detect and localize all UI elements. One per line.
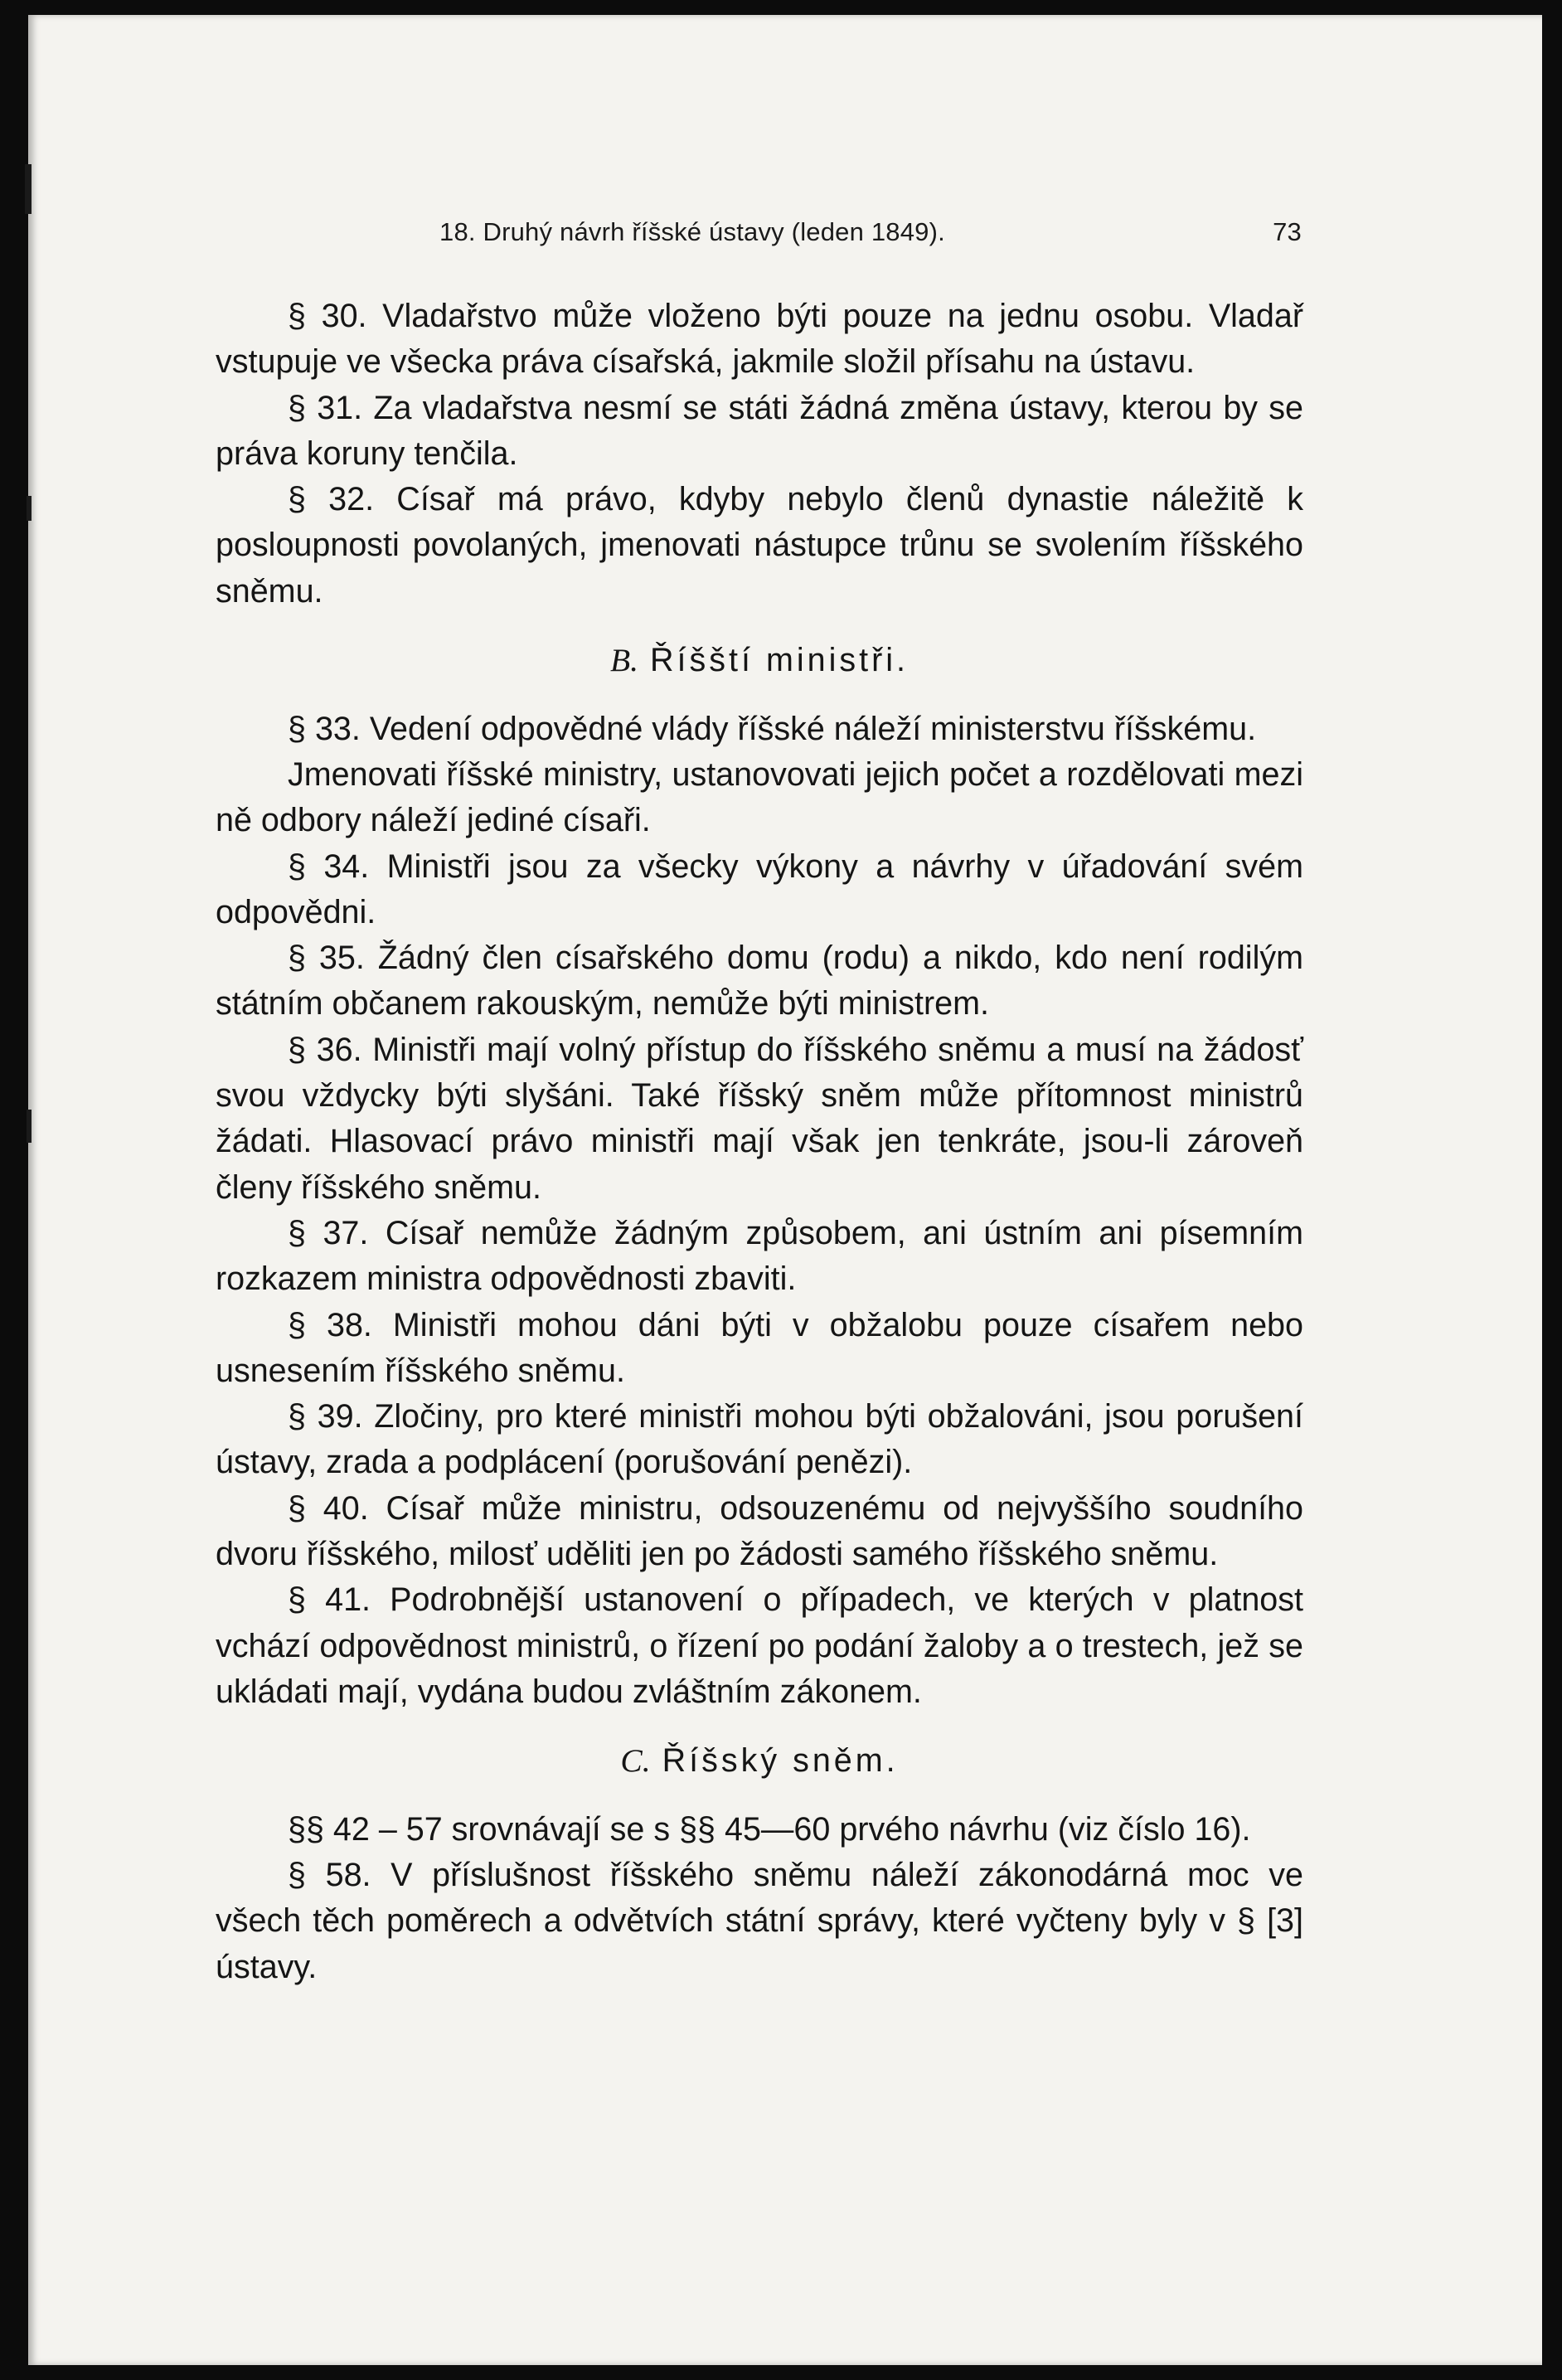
- paragraph-s41: § 41. Podrobnější ustanovení o případech, ve kterých v platnost vchází odpovědnost ministrů, o řízení po podání žaloby a o trestech, jež se ukládati mají, vydána budou zvláštním zákonem.: [216, 1581, 1303, 1710]
- section-heading-b: [216, 614, 1303, 707]
- chapter-title: 18. Druhý návrh říšské ústavy (leden 1849).: [439, 217, 945, 246]
- paragraph-s58: § 58. V příslušnost říšského sněmu náleží zákonodárná moc ve všech těch poměrech a odvětvích státní správy, které vyčteny byly v § [3] ústavy.: [216, 1857, 1303, 1985]
- paragraph-s42-57: §§ 42 – 57 srovnávají se s §§ 45—60 prvého návrhu (viz číslo 16).: [288, 1810, 1251, 1848]
- section-letter-c: C.: [620, 1742, 651, 1780]
- paragraph-s33: § 33. Vedení odpovědné vlády říšské náleží ministerstvu říšskému.: [288, 710, 1257, 747]
- paragraph-s31: § 31. Za vladařstva nesmí se státi žádná změna ústavy, kterou by se práva koruny tenčila.: [216, 389, 1303, 472]
- page-number: 73: [1273, 217, 1302, 246]
- paragraph-s30: § 30. Vladařstvo může vloženo býti pouze na jednu osobu. Vladař vstupuje ve všecka práva císařská, jakmile složil přísahu na ústavu.: [216, 298, 1303, 381]
- paragraph-s37: § 37. Císař nemůže žádným způsobem, ani ústním ani písemním rozkazem ministra odpovědnosti zbaviti.: [216, 1214, 1303, 1298]
- paragraph-s36: § 36. Ministři mají volný přístup do říšského sněmu a musí na žádosť svou vždycky býti slyšáni. Také říšský sněm může přítomnost ministrů žádati. Hlasovací právo ministři mají však jen tenkráte, jsou-li zároveň členy říšského sněmu.: [216, 1031, 1303, 1206]
- body-text: [216, 294, 1303, 1990]
- paragraph-s40: § 40. Císař může ministru, odsouzenému od nejvyššího soudního dvoru říšského, milosť uděliti jen po žádosti samého říšského sněmu.: [216, 1489, 1303, 1573]
- paragraph-s35: § 35. Žádný člen císařského domu (rodu) a nikdo, kdo není rodilým státním občanem rakouským, nemůže býti ministrem.: [216, 940, 1303, 1022]
- section-title-b: Říšští ministři.: [650, 642, 909, 679]
- paragraph-s39: § 39. Zločiny, pro které ministři mohou býti obžalováni, jsou porušení ústavy, zrada a podplácení (porušování penězi).: [216, 1398, 1303, 1481]
- scan-edge-mark: [25, 164, 32, 214]
- scan-edge-mark: [27, 496, 32, 521]
- section-title-c: Říšský sněm.: [662, 1742, 899, 1780]
- section-letter-b: B.: [610, 642, 639, 679]
- section-heading-c: [216, 1715, 1303, 1807]
- paragraph-s33-cont: Jmenovati říšské ministry, ustanovovati jejich počet a rozdělovati mezi ně odbory náleží jediné císaři.: [216, 755, 1303, 839]
- paragraph-s34: § 34. Ministři jsou za všecky výkony a návrhy v úřadování svém odpovědni.: [216, 848, 1303, 930]
- scan-edge-mark: [27, 1110, 32, 1143]
- paragraph-s32: § 32. Císař má právo, kdyby nebylo členů dynastie náležitě k posloupnosti povolaných, jmenovati nástupce trůnu se svolením říšského sněmu.: [216, 481, 1303, 610]
- paragraph-s38: § 38. Ministři mohou dáni býti v obžalobu pouze císařem nebo usnesením říšského sněmu.: [216, 1306, 1303, 1389]
